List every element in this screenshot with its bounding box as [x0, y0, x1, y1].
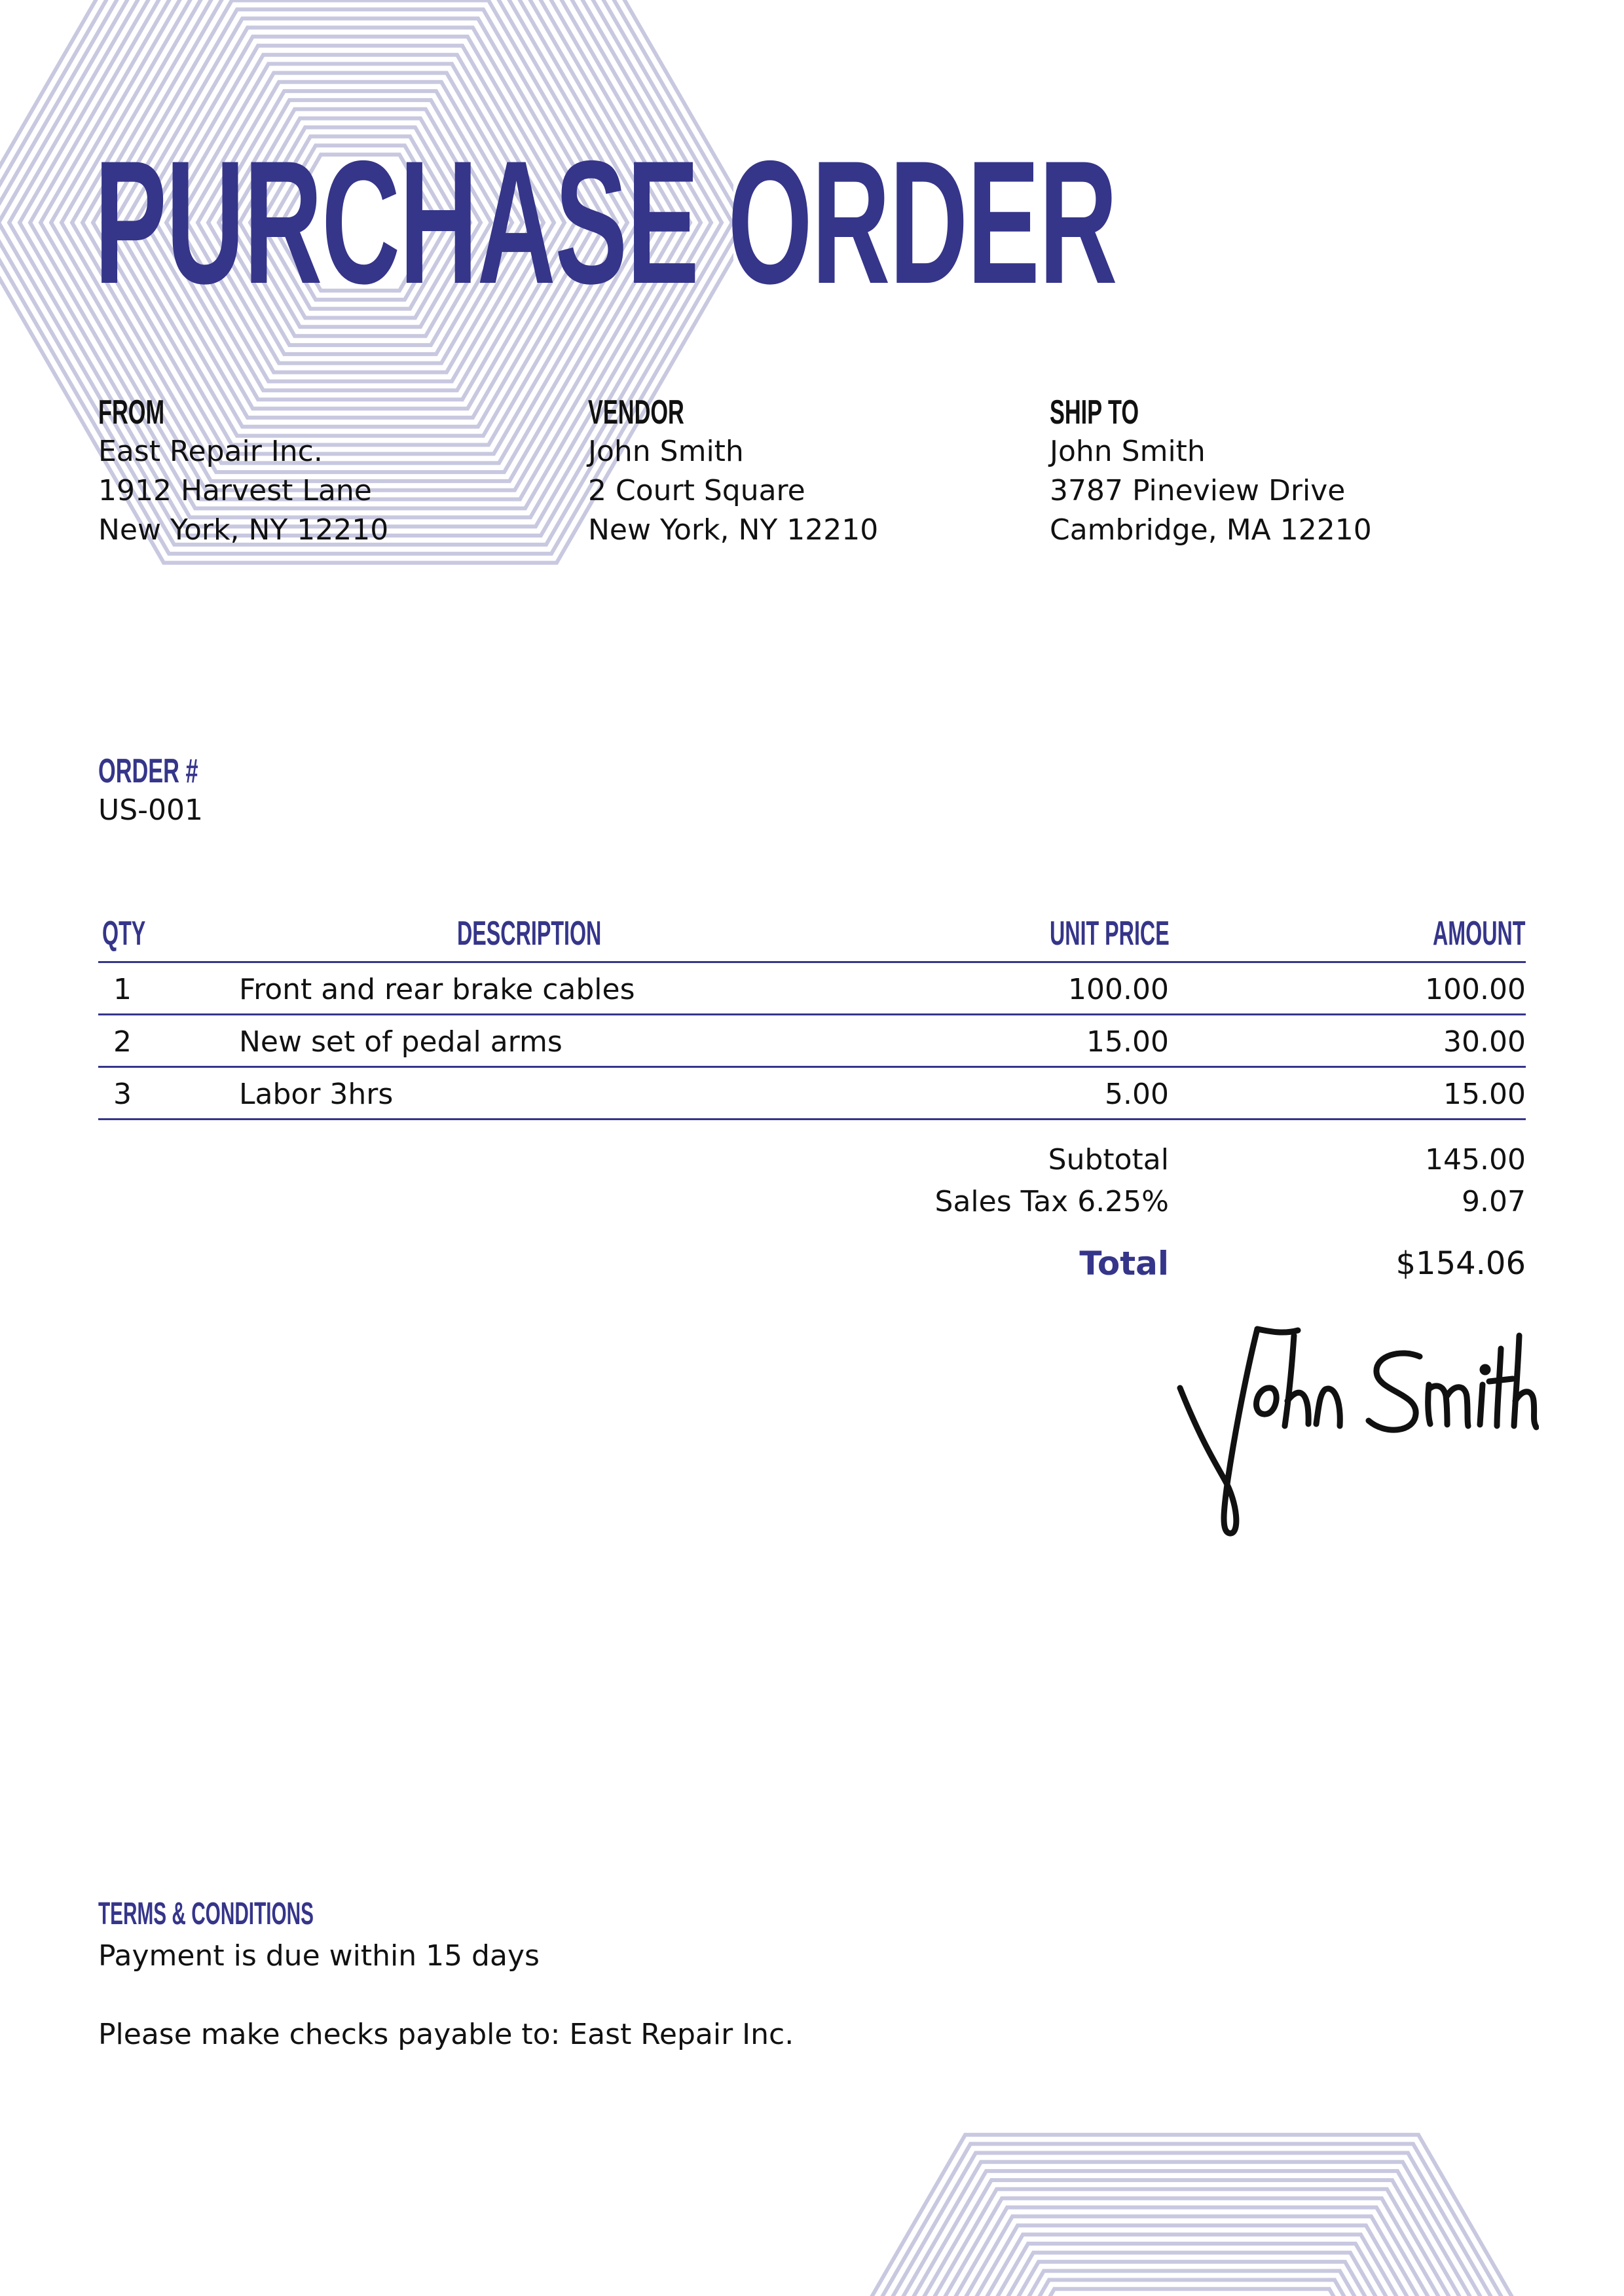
qty-cell: 3 [113, 1078, 132, 1111]
vendor-line: 2 Court Square [588, 474, 805, 507]
description-cell: Front and rear brake cables [239, 973, 635, 1006]
vendor-line: John Smith [588, 435, 744, 468]
order-number-block [98, 752, 249, 830]
ship-to-block [1050, 393, 1372, 550]
signature-image [1172, 1316, 1539, 1545]
subtotal-label: Subtotal [1048, 1143, 1169, 1176]
table-header-divider [98, 961, 1526, 963]
amount-cell: 15.00 [1443, 1078, 1526, 1111]
row-divider [98, 1013, 1526, 1015]
unit-price-cell: 5.00 [1105, 1078, 1169, 1111]
from-line: New York, NY 12210 [98, 513, 389, 547]
column-header-amount: AMOUNT [1433, 915, 1526, 953]
amount-cell: 30.00 [1443, 1025, 1526, 1059]
amount-cell: 100.00 [1425, 973, 1526, 1006]
vendor-label: VENDOR [588, 393, 684, 431]
from-line: 1912 Harvest Lane [98, 474, 372, 507]
terms-line: Please make checks payable to: East Repair Inc. [98, 2018, 794, 2051]
ship-to-line: Cambridge, MA 12210 [1050, 513, 1372, 547]
page-title: PURCHASE ORDER [94, 124, 1117, 320]
subtotal-value: 145.00 [1425, 1143, 1526, 1176]
row-divider [98, 1066, 1526, 1068]
sales-tax-label: Sales Tax 6.25% [934, 1185, 1169, 1218]
terms-block [98, 1896, 794, 2054]
hexagon-pattern-top [0, 0, 733, 668]
hexagon-pattern-bottom [733, 1846, 1624, 2296]
description-cell: New set of pedal arms [239, 1025, 563, 1059]
ship-to-line: John Smith [1050, 435, 1206, 468]
column-header-description: DESCRIPTION [457, 915, 602, 953]
ship-to-line: 3787 Pineview Drive [1050, 474, 1346, 507]
from-label: FROM [98, 393, 165, 431]
from-line: East Repair Inc. [98, 435, 323, 468]
terms-label: TERMS & CONDITIONS [98, 1897, 314, 1931]
total-value: $154.06 [1395, 1245, 1526, 1282]
unit-price-cell: 100.00 [1068, 973, 1169, 1006]
hexagon-line [749, 2144, 1624, 2296]
column-header-unit-price: UNIT PRICE [1050, 915, 1170, 953]
qty-cell: 1 [113, 973, 132, 1006]
hexagon-line [770, 2162, 1614, 2296]
order-number-label: ORDER # [98, 752, 198, 790]
description-cell: Labor 3hrs [239, 1078, 394, 1111]
qty-cell: 2 [113, 1025, 132, 1059]
vendor-block [588, 393, 878, 550]
unit-price-cell: 15.00 [1086, 1025, 1169, 1059]
ship-to-label: SHIP TO [1050, 393, 1139, 431]
vendor-line: New York, NY 12210 [588, 513, 879, 547]
column-header-qty: QTY [102, 915, 146, 953]
terms-line: Payment is due within 15 days [98, 1939, 540, 1973]
sales-tax-value: 9.07 [1462, 1185, 1526, 1218]
total-label: Total [1079, 1245, 1169, 1283]
from-block [98, 393, 388, 550]
table-bottom-divider [98, 1118, 1526, 1120]
order-number-value: US-001 [98, 793, 203, 827]
